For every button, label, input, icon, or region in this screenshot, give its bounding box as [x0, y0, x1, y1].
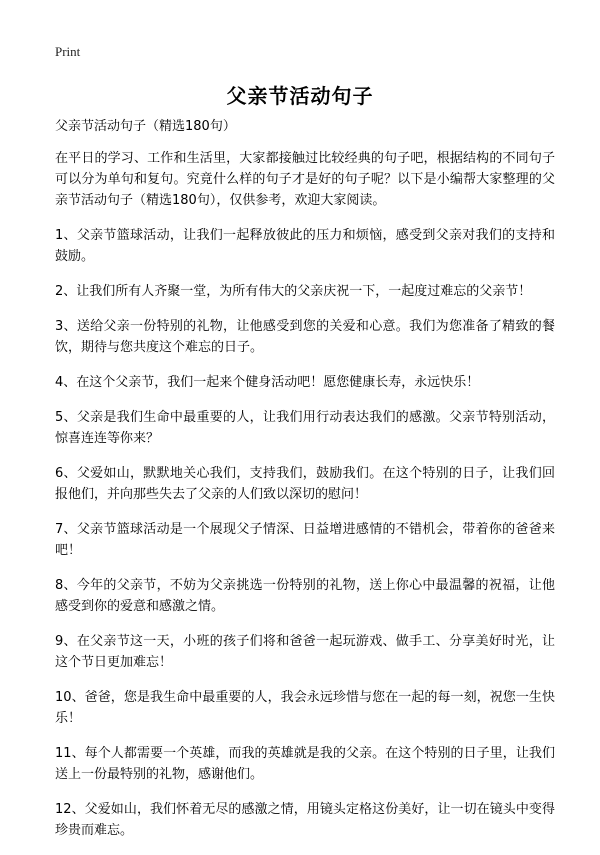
list-item: 10、爸爸，您是我生命中最重要的人，我会永远珍惜与您在一起的每一刻，祝您一生快乐！ [55, 690, 555, 726]
article-subtitle: 父亲节活动句子（精选180句） [55, 119, 236, 134]
list-item: 12、父爱如山，我们怀着无尽的感激之情，用镜头定格这份美好，让一切在镜头中变得珍贵而难忘。 [55, 802, 555, 838]
list-item: 1、父亲节篮球活动，让我们一起释放彼此的压力和烦恼，感受到父亲对我们的支持和鼓励。 [55, 228, 555, 264]
page-title: 父亲节活动句子 [226, 84, 374, 108]
list-item: 2、让我们所有人齐聚一堂，为所有伟大的父亲庆祝一下，一起度过难忘的父亲节！ [55, 284, 532, 299]
list-item: 11、每个人都需要一个英雄，而我的英雄就是我的父亲。在这个特别的日子里，让我们送上一份最特别的礼物，感谢他们。 [55, 746, 555, 782]
list-item: 8、今年的父亲节，不妨为父亲挑选一份特别的礼物，送上你心中最温馨的祝福，让他感受到你的爱意和感激之情。 [55, 578, 555, 614]
list-item: 9、在父亲节这一天，小班的孩子们将和爸爸一起玩游戏、做手工、分享美好时光，让这个节日更加难忘！ [55, 634, 555, 670]
list-item: 7、父亲节篮球活动是一个展现父子情深、日益增进感情的不错机会，带着你的爸爸来吧！ [55, 522, 555, 558]
print-link[interactable]: Print [55, 44, 81, 59]
article-body [55, 116, 555, 855]
list-item: 4、在这个父亲节，我们一起来个健身活动吧！愿您健康长寿，永远快乐！ [55, 375, 480, 390]
list-item: 6、父爱如山，默默地关心我们，支持我们，鼓励我们。在这个特别的日子，让我们回报他们，并向那些失去了父亲的人们致以深切的慰问！ [55, 466, 555, 502]
list-item: 5、父亲是我们生命中最重要的人，让我们用行动表达我们的感激。父亲节特别活动，惊喜连连等你来？ [55, 410, 555, 446]
list-item: 3、送给父亲一份特别的礼物，让他感受到您的关爱和心意。我们为您准备了精致的餐饮，期待与您共度这个难忘的日子。 [55, 319, 555, 355]
intro-paragraph: 在平日的学习、工作和生活里，大家都接触过比较经典的句子吧，根据结构的不同句子可以分为单句和复句。究竟什么样的句子才是好的句子呢？以下是小编帮大家整理的父亲节活动句子（精选180句），仅供参考，欢迎大家阅读。 [55, 151, 555, 208]
